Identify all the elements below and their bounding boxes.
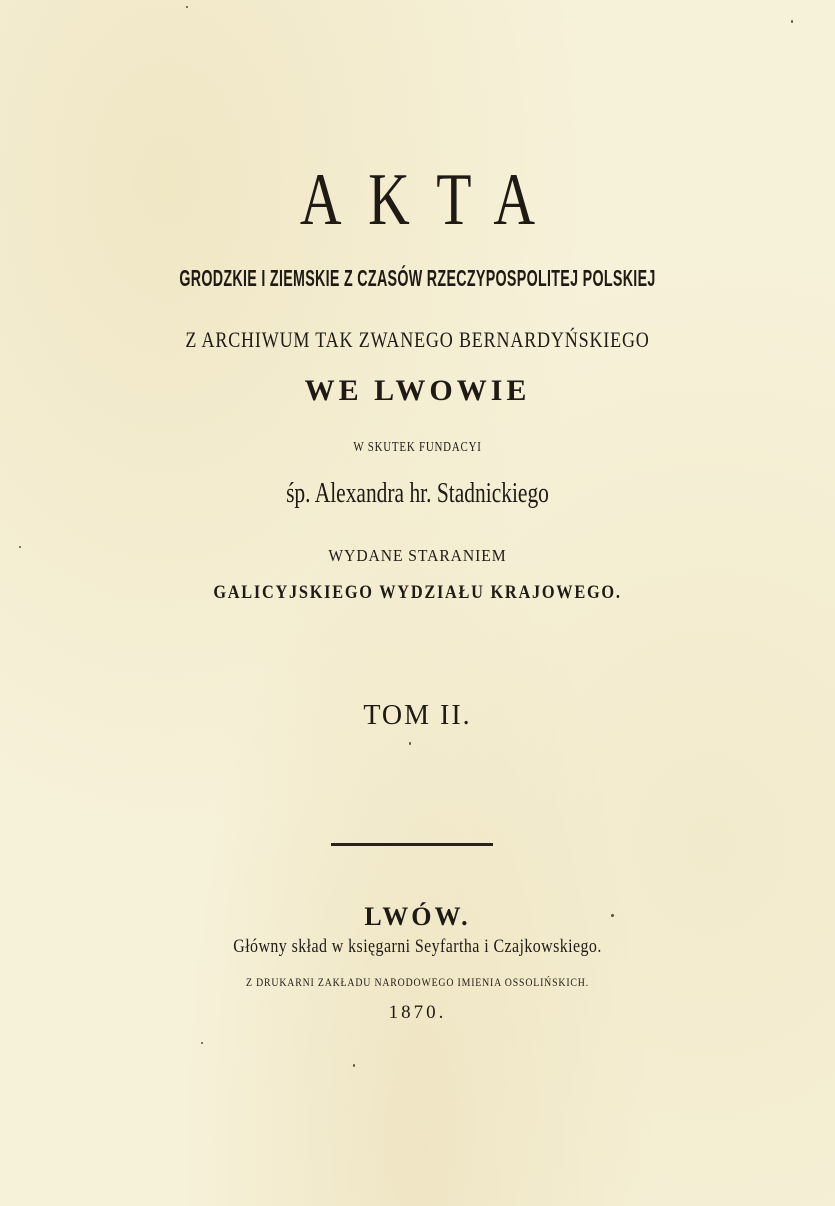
paper-speck (409, 742, 411, 745)
paper-speck (611, 914, 614, 917)
imprint-year: 1870. (388, 1002, 447, 1023)
imprint-distributor: Główny skład w księgarni Seyfartha i Czajkowskiego. (233, 936, 602, 957)
volume-label: TOM II. (363, 700, 472, 731)
paper-speck (791, 20, 793, 23)
paper-speck (186, 6, 188, 8)
foundation-line: W SKUTEK FUNDACYI (353, 440, 482, 455)
divider-rule (331, 843, 493, 846)
location-line: WE LWOWIE (304, 374, 531, 407)
published-line: WYDANE STARANIEM (328, 546, 507, 565)
paper-speck (19, 546, 21, 548)
imprint-city: LWÓW. (364, 902, 471, 931)
book-title: AKTA (299, 159, 562, 241)
founder-line: śp. Alexandra hr. Stadnickiego (286, 477, 549, 509)
paper-speck (201, 1042, 203, 1044)
book-subtitle: GRODZKIE I ZIEMSKIE Z CZASÓW RZECZYPOSPOLITEJ POLSKIEJ (179, 265, 656, 291)
paper-speck (353, 1064, 355, 1067)
publisher-line: GALICYJSKIEGO WYDZIAŁU KRAJOWEGO. (213, 582, 622, 603)
imprint-printer: Z DRUKARNI ZAKŁADU NARODOWEGO IMIENIA OSSOLIŃSKICH. (245, 975, 590, 989)
archive-line: Z ARCHIWUM TAK ZWANEGO BERNARDYŃSKIEGO (185, 327, 650, 352)
